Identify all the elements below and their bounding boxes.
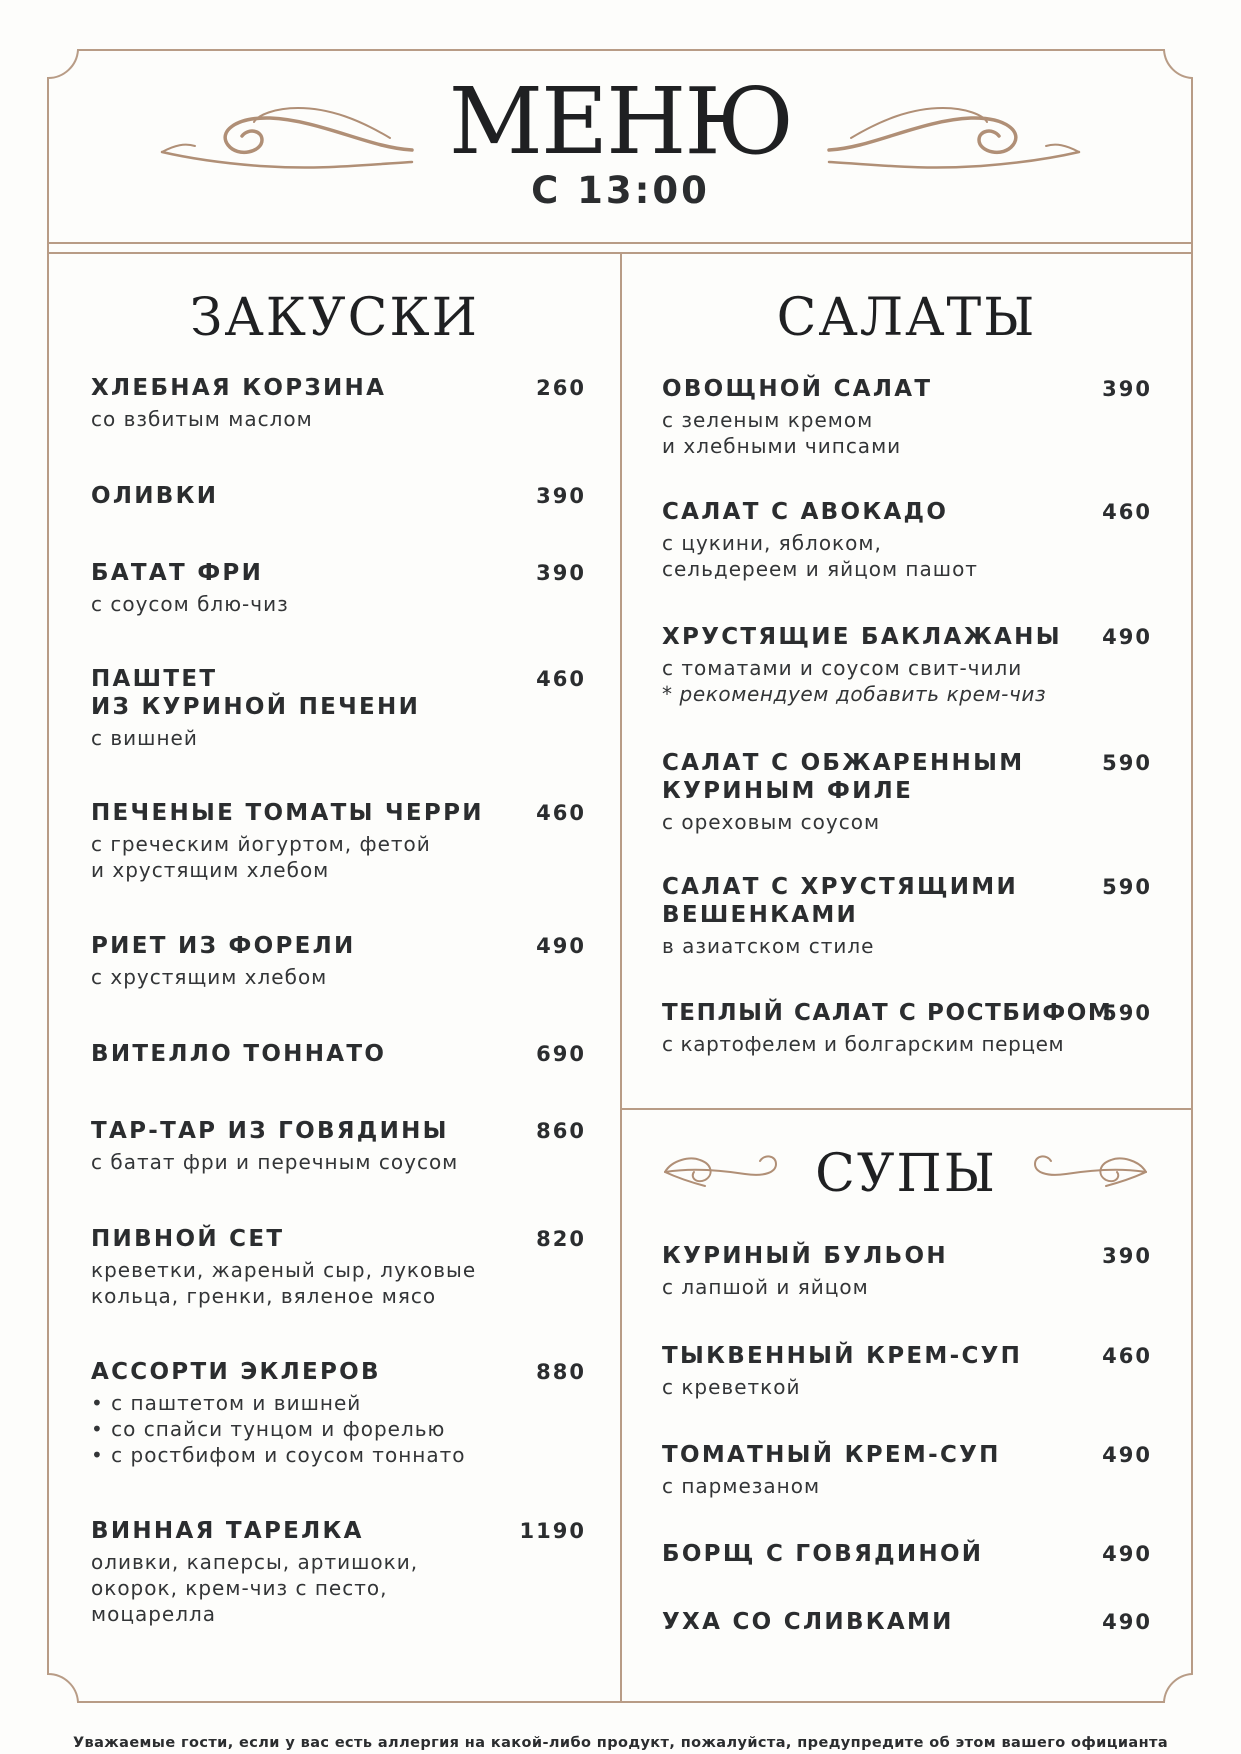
menu-item bbox=[662, 1242, 1152, 1300]
menu-item bbox=[91, 1517, 586, 1627]
item-desc bbox=[91, 1390, 586, 1468]
item-desc-line: моцарелла bbox=[91, 1602, 217, 1626]
item-name: ТЕПЛЫЙ САЛАТ С РОСТБИФОМ bbox=[662, 1000, 1113, 1026]
item-name: ТОМАТНЫЙ КРЕМ-СУП bbox=[662, 1442, 1001, 1468]
item-price: 260 bbox=[536, 376, 586, 400]
menu-item bbox=[662, 1608, 1152, 1636]
item-price: 490 bbox=[1102, 1542, 1152, 1566]
item-desc: с вишней bbox=[91, 726, 198, 750]
item-price: 490 bbox=[1102, 1610, 1152, 1634]
item-desc: с хрустящим хлебом bbox=[91, 965, 328, 989]
menu-item bbox=[91, 932, 586, 990]
item-name: САЛАТ С ХРУСТЯЩИМИ bbox=[662, 874, 1019, 900]
item-name: ХРУСТЯЩИЕ БАКЛАЖАНЫ bbox=[662, 624, 1062, 650]
item-desc-line: • с паштетом и вишней bbox=[91, 1391, 362, 1415]
item-desc: с пармезаном bbox=[662, 1474, 821, 1498]
item-desc bbox=[91, 831, 586, 883]
item-desc-line: с цукини, яблоком, bbox=[662, 531, 882, 555]
item-name: РИЕТ ИЗ ФОРЕЛИ bbox=[91, 933, 356, 959]
item-price: 390 bbox=[536, 484, 586, 508]
item-name: КУРИНЫМ ФИЛЕ bbox=[662, 778, 914, 804]
menu-item bbox=[662, 999, 1152, 1057]
item-name: БОРЩ С ГОВЯДИНОЙ bbox=[662, 1541, 984, 1567]
item-price: 390 bbox=[536, 561, 586, 585]
item-desc: со взбитым маслом bbox=[91, 407, 313, 431]
item-name: АССОРТИ ЭКЛЕРОВ bbox=[91, 1359, 381, 1385]
item-desc-line: креветки, жареный сыр, луковые bbox=[91, 1258, 477, 1282]
item-name: ПЕЧЕНЫЕ ТОМАТЫ ЧЕРРИ bbox=[91, 800, 484, 826]
item-desc: с соусом блю-чиз bbox=[91, 592, 289, 616]
item-price: 460 bbox=[536, 667, 586, 691]
menu-item bbox=[662, 873, 1152, 959]
item-name: ОЛИВКИ bbox=[91, 483, 219, 509]
item-desc-line: с греческим йогуртом, фетой bbox=[91, 832, 431, 856]
menu-item bbox=[662, 375, 1152, 459]
item-desc bbox=[91, 1549, 586, 1627]
item-name: ПИВНОЙ СЕТ bbox=[91, 1226, 285, 1252]
item-desc-line: окорок, крем-чиз с песто, bbox=[91, 1576, 388, 1600]
item-name: УХА СО СЛИВКАМИ bbox=[662, 1609, 954, 1635]
menu-item bbox=[662, 749, 1152, 835]
item-price: 820 bbox=[536, 1227, 586, 1251]
item-desc-line: • с ростбифом и соусом тоннато bbox=[91, 1443, 466, 1467]
item-name: ВИННАЯ ТАРЕЛКА bbox=[91, 1518, 364, 1544]
item-name: КУРИНЫЙ БУЛЬОН bbox=[662, 1243, 948, 1269]
soups-flourish-right-icon bbox=[1035, 1156, 1146, 1186]
item-desc-line: • со спайси тунцом и форелью bbox=[91, 1417, 446, 1441]
menu-item bbox=[91, 1040, 586, 1068]
menu-item bbox=[91, 799, 586, 883]
item-desc bbox=[91, 1257, 586, 1309]
soups-flourish-left-icon bbox=[665, 1156, 776, 1186]
menu-item bbox=[91, 665, 586, 751]
item-price: 590 bbox=[1102, 1001, 1152, 1025]
item-name: САЛАТ С ОБЖАРЕННЫМ bbox=[662, 750, 1025, 776]
menu-item bbox=[662, 1441, 1152, 1499]
menu-title: МЕНЮ bbox=[448, 68, 793, 175]
item-price: 590 bbox=[1102, 751, 1152, 775]
item-desc: с томатами и соусом свит-чили bbox=[662, 656, 1023, 680]
menu-item bbox=[91, 482, 586, 510]
item-desc-line: оливки, каперсы, артишоки, bbox=[91, 1550, 419, 1574]
item-desc bbox=[662, 530, 1152, 582]
item-price: 1190 bbox=[519, 1519, 586, 1543]
item-name: ПАШТЕТ bbox=[91, 666, 218, 692]
item-price: 460 bbox=[1102, 1344, 1152, 1368]
item-desc: с ореховым соусом bbox=[662, 810, 881, 834]
item-price: 390 bbox=[1102, 377, 1152, 401]
item-name: ТЫКВЕННЫЙ КРЕМ-СУП bbox=[662, 1343, 1023, 1369]
item-name: ВИТЕЛЛО ТОННАТО bbox=[91, 1041, 387, 1067]
menu-item bbox=[91, 559, 586, 617]
item-price: 490 bbox=[1102, 1443, 1152, 1467]
item-desc: в азиатском стиле bbox=[662, 934, 875, 958]
item-note: * рекомендуем добавить крем-чиз bbox=[662, 682, 1047, 706]
item-name: ОВОЩНОЙ САЛАТ bbox=[662, 376, 933, 402]
menu-item bbox=[662, 623, 1152, 707]
item-desc: с лапшой и яйцом bbox=[662, 1275, 869, 1299]
item-name: ИЗ КУРИНОЙ ПЕЧЕНИ bbox=[91, 694, 421, 720]
menu-item bbox=[662, 498, 1152, 582]
menu-item bbox=[91, 1117, 586, 1175]
item-desc-line: кольца, гренки, вяленое мясо bbox=[91, 1284, 437, 1308]
item-price: 880 bbox=[536, 1360, 586, 1384]
item-desc bbox=[662, 407, 1152, 459]
item-name: ТАР-ТАР ИЗ ГОВЯДИНЫ bbox=[91, 1118, 449, 1144]
item-price: 860 bbox=[536, 1119, 586, 1143]
item-name: ВЕШЕНКАМИ bbox=[662, 902, 859, 928]
menu-item bbox=[91, 1225, 586, 1309]
soups-title: СУПЫ bbox=[815, 1144, 997, 1204]
item-desc-line: и хрустящим хлебом bbox=[91, 858, 330, 882]
item-price: 390 bbox=[1102, 1244, 1152, 1268]
item-desc: с креветкой bbox=[662, 1375, 801, 1399]
item-price: 590 bbox=[1102, 875, 1152, 899]
item-desc-line: сельдереем и яйцом пашот bbox=[662, 557, 978, 581]
menu-subtitle: С 13:00 bbox=[531, 169, 710, 212]
item-name: ХЛЕБНАЯ КОРЗИНА bbox=[91, 375, 387, 401]
item-desc: с батат фри и перечным соусом bbox=[91, 1150, 459, 1174]
item-desc-line: и хлебными чипсами bbox=[662, 434, 902, 458]
snacks-title: ЗАКУСКИ bbox=[190, 288, 479, 348]
item-price: 460 bbox=[536, 801, 586, 825]
menu-item bbox=[662, 1342, 1152, 1400]
item-name: САЛАТ С АВОКАДО bbox=[662, 499, 949, 525]
menu-item bbox=[662, 1540, 1152, 1568]
item-desc: с картофелем и болгарским перцем bbox=[662, 1032, 1065, 1056]
item-price: 490 bbox=[1102, 625, 1152, 649]
item-price: 490 bbox=[536, 934, 586, 958]
menu-item bbox=[91, 1358, 586, 1468]
item-price: 690 bbox=[536, 1042, 586, 1066]
salads-title: САЛАТЫ bbox=[776, 288, 1037, 348]
item-desc-line: с зеленым кремом bbox=[662, 408, 874, 432]
item-name: БАТАТ ФРИ bbox=[91, 560, 264, 586]
menu-item bbox=[91, 374, 586, 432]
item-price: 460 bbox=[1102, 500, 1152, 524]
allergy-notice: Уважаемые гости, если у вас есть аллергия на какой-либо продукт, пожалуйста, предупредите об этом вашего официанта bbox=[72, 1735, 1169, 1751]
